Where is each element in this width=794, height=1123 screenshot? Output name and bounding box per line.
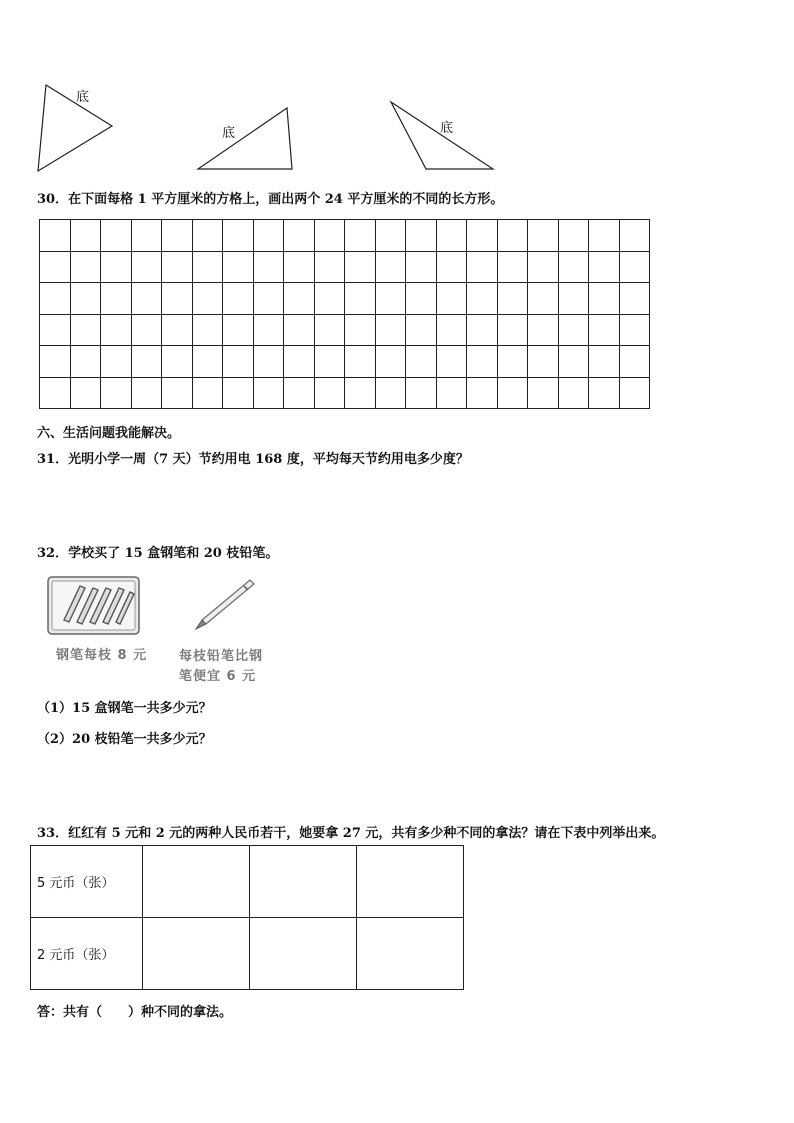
grid-cell[interactable] <box>101 314 132 346</box>
answer-cell[interactable] <box>357 918 464 990</box>
grid-cell[interactable] <box>223 283 254 315</box>
grid-cell[interactable] <box>345 220 376 252</box>
grid-cell[interactable] <box>253 314 284 346</box>
grid-cell[interactable] <box>101 220 132 252</box>
grid-cell[interactable] <box>406 251 437 283</box>
triangle-3-base-label: 底 <box>440 121 454 136</box>
grid-row <box>40 346 650 378</box>
answer-cell[interactable] <box>143 918 250 990</box>
question-31: 31．光明小学一周（7 天）节约用电 168 度，平均每天节约用电多少度？ <box>37 452 469 467</box>
grid-cell[interactable] <box>375 314 406 346</box>
grid-cell[interactable] <box>375 346 406 378</box>
question-32-part-2: （2）20 枝铅笔一共多少元？ <box>37 732 212 747</box>
answer-cell[interactable] <box>250 846 357 918</box>
question-30: 30．在下面每格 1 平方厘米的方格上，画出两个 24 平方厘米的不同的长方形。 <box>37 192 504 207</box>
grid-cell[interactable] <box>619 220 650 252</box>
grid-cell[interactable] <box>619 346 650 378</box>
grid-cell[interactable] <box>467 220 498 252</box>
grid-cell[interactable] <box>558 314 589 346</box>
grid-cell[interactable] <box>131 314 162 346</box>
grid-cell[interactable] <box>284 220 315 252</box>
grid-cell[interactable] <box>162 314 193 346</box>
grid-cell[interactable] <box>467 251 498 283</box>
answer-cell[interactable] <box>250 918 357 990</box>
grid-cell[interactable] <box>619 251 650 283</box>
grid-cell[interactable] <box>70 314 101 346</box>
grid-cell[interactable] <box>192 220 223 252</box>
grid-cell[interactable] <box>436 346 467 378</box>
grid-cell[interactable] <box>314 283 345 315</box>
grid-cell[interactable] <box>284 377 315 409</box>
grid-cell[interactable] <box>131 346 162 378</box>
answer-cell[interactable] <box>357 846 464 918</box>
grid-cell[interactable] <box>284 346 315 378</box>
grid-cell[interactable] <box>223 377 254 409</box>
grid-cell[interactable] <box>528 220 559 252</box>
pencil-image <box>192 576 256 632</box>
grid-cell[interactable] <box>223 251 254 283</box>
pen-price-caption: 钢笔每枝 8 元 <box>56 648 148 663</box>
table-row <box>31 846 464 918</box>
grid-cell[interactable] <box>528 283 559 315</box>
grid-cell[interactable] <box>314 346 345 378</box>
grid-cell[interactable] <box>162 377 193 409</box>
triangle-2-base-label: 底 <box>222 126 236 141</box>
grid-cell[interactable] <box>528 314 559 346</box>
grid-cell[interactable] <box>101 377 132 409</box>
grid-cell[interactable] <box>619 314 650 346</box>
row-label-5-yuan: 5 元币（张） <box>31 846 143 918</box>
grid-cell[interactable] <box>467 314 498 346</box>
grid-cell[interactable] <box>223 314 254 346</box>
grid-cell[interactable] <box>528 346 559 378</box>
grid-cell[interactable] <box>253 346 284 378</box>
grid-cell[interactable] <box>619 377 650 409</box>
grid-cell[interactable] <box>162 346 193 378</box>
grid-cell[interactable] <box>375 220 406 252</box>
grid-cell[interactable] <box>467 377 498 409</box>
grid-row <box>40 314 650 346</box>
grid-cell[interactable] <box>192 377 223 409</box>
grid-cell[interactable] <box>497 377 528 409</box>
pencil-price-caption-line1: 每枝铅笔比钢 <box>179 649 264 664</box>
grid-cell[interactable] <box>558 283 589 315</box>
grid-cell[interactable] <box>467 283 498 315</box>
grid-cell[interactable] <box>528 251 559 283</box>
grid-cell[interactable] <box>589 377 620 409</box>
row-label-2-yuan: 2 元币（张） <box>31 918 143 990</box>
grid-cell[interactable] <box>589 251 620 283</box>
grid-cell[interactable] <box>558 220 589 252</box>
grid-cell[interactable] <box>619 283 650 315</box>
grid-cell[interactable] <box>131 220 162 252</box>
grid-cell[interactable] <box>162 251 193 283</box>
grid-cell[interactable] <box>497 251 528 283</box>
grid-cell[interactable] <box>436 314 467 346</box>
answer-cell[interactable] <box>143 846 250 918</box>
grid-cell[interactable] <box>589 220 620 252</box>
grid-cell[interactable] <box>558 251 589 283</box>
grid-cell[interactable] <box>131 377 162 409</box>
square-grid[interactable] <box>39 219 650 409</box>
grid-cell[interactable] <box>314 314 345 346</box>
section-6-title: 六、生活问题我能解决。 <box>37 426 181 441</box>
grid-cell[interactable] <box>70 220 101 252</box>
grid-cell[interactable] <box>101 283 132 315</box>
grid-cell[interactable] <box>70 377 101 409</box>
grid-cell[interactable] <box>375 283 406 315</box>
grid-cell[interactable] <box>70 251 101 283</box>
grid-cell[interactable] <box>375 377 406 409</box>
grid-cell[interactable] <box>528 377 559 409</box>
grid-cell[interactable] <box>253 283 284 315</box>
grid-row <box>40 251 650 283</box>
grid-cell[interactable] <box>40 346 71 378</box>
grid-cell[interactable] <box>406 377 437 409</box>
question-32: 32．学校买了 15 盒钢笔和 20 枝铅笔。 <box>37 546 279 561</box>
triangle-figure-3 <box>388 100 496 172</box>
grid-cell[interactable] <box>558 346 589 378</box>
grid-cell[interactable] <box>589 346 620 378</box>
grid-cell[interactable] <box>314 220 345 252</box>
pencil-price-caption-line2: 笔便宜 6 元 <box>179 669 257 684</box>
grid-cell[interactable] <box>40 220 71 252</box>
grid-cell[interactable] <box>253 377 284 409</box>
grid-row <box>40 377 650 409</box>
grid-cell[interactable] <box>192 314 223 346</box>
grid-cell[interactable] <box>192 283 223 315</box>
grid-cell[interactable] <box>70 346 101 378</box>
grid-cell[interactable] <box>436 251 467 283</box>
grid-cell[interactable] <box>436 220 467 252</box>
triangle-1-base-label: 底 <box>76 90 90 105</box>
grid-cell[interactable] <box>345 283 376 315</box>
grid-cell[interactable] <box>345 346 376 378</box>
grid-cell[interactable] <box>131 283 162 315</box>
grid-cell[interactable] <box>406 220 437 252</box>
grid-cell[interactable] <box>436 377 467 409</box>
question-32-part-1: （1）15 盒钢笔一共多少元？ <box>37 701 212 716</box>
grid-row <box>40 220 650 252</box>
grid-cell[interactable] <box>345 377 376 409</box>
grid-cell[interactable] <box>284 251 315 283</box>
grid-cell[interactable] <box>497 283 528 315</box>
grid-cell[interactable] <box>101 346 132 378</box>
grid-cell[interactable] <box>40 283 71 315</box>
grid-cell[interactable] <box>589 283 620 315</box>
grid-cell[interactable] <box>314 251 345 283</box>
grid-cell[interactable] <box>40 314 71 346</box>
triangle-figure-2 <box>196 106 296 172</box>
grid-cell[interactable] <box>162 283 193 315</box>
grid-cell[interactable] <box>253 220 284 252</box>
grid-cell[interactable] <box>40 251 71 283</box>
grid-cell[interactable] <box>40 377 71 409</box>
grid-cell[interactable] <box>223 346 254 378</box>
grid-cell[interactable] <box>223 220 254 252</box>
grid-cell[interactable] <box>131 251 162 283</box>
grid-cell[interactable] <box>436 283 467 315</box>
grid-row <box>40 283 650 315</box>
grid-cell[interactable] <box>101 251 132 283</box>
grid-cell[interactable] <box>345 251 376 283</box>
grid-cell[interactable] <box>467 346 498 378</box>
grid-cell[interactable] <box>497 346 528 378</box>
table-row <box>31 918 464 990</box>
grid-cell[interactable] <box>284 314 315 346</box>
grid-cell[interactable] <box>497 220 528 252</box>
grid-cell[interactable] <box>192 251 223 283</box>
grid-cell[interactable] <box>314 377 345 409</box>
grid-cell[interactable] <box>558 377 589 409</box>
question-33: 33．红红有 5 元和 2 元的两种人民币若干，她要拿 27 元，共有多少种不同的拿法？请在下表中列举出来。 <box>37 826 665 841</box>
grid-cell[interactable] <box>406 283 437 315</box>
grid-cell[interactable] <box>162 220 193 252</box>
grid-cell[interactable] <box>406 346 437 378</box>
grid-cell[interactable] <box>406 314 437 346</box>
question-33-answer: 答：共有（ ）种不同的拿法。 <box>37 1005 233 1020</box>
grid-cell[interactable] <box>70 283 101 315</box>
grid-cell[interactable] <box>497 314 528 346</box>
grid-cell[interactable] <box>284 283 315 315</box>
grid-cell[interactable] <box>589 314 620 346</box>
grid-cell[interactable] <box>345 314 376 346</box>
money-combination-table <box>30 845 464 990</box>
grid-cell[interactable] <box>192 346 223 378</box>
grid-cell[interactable] <box>375 251 406 283</box>
pen-box-image <box>46 574 142 636</box>
grid-cell[interactable] <box>253 251 284 283</box>
